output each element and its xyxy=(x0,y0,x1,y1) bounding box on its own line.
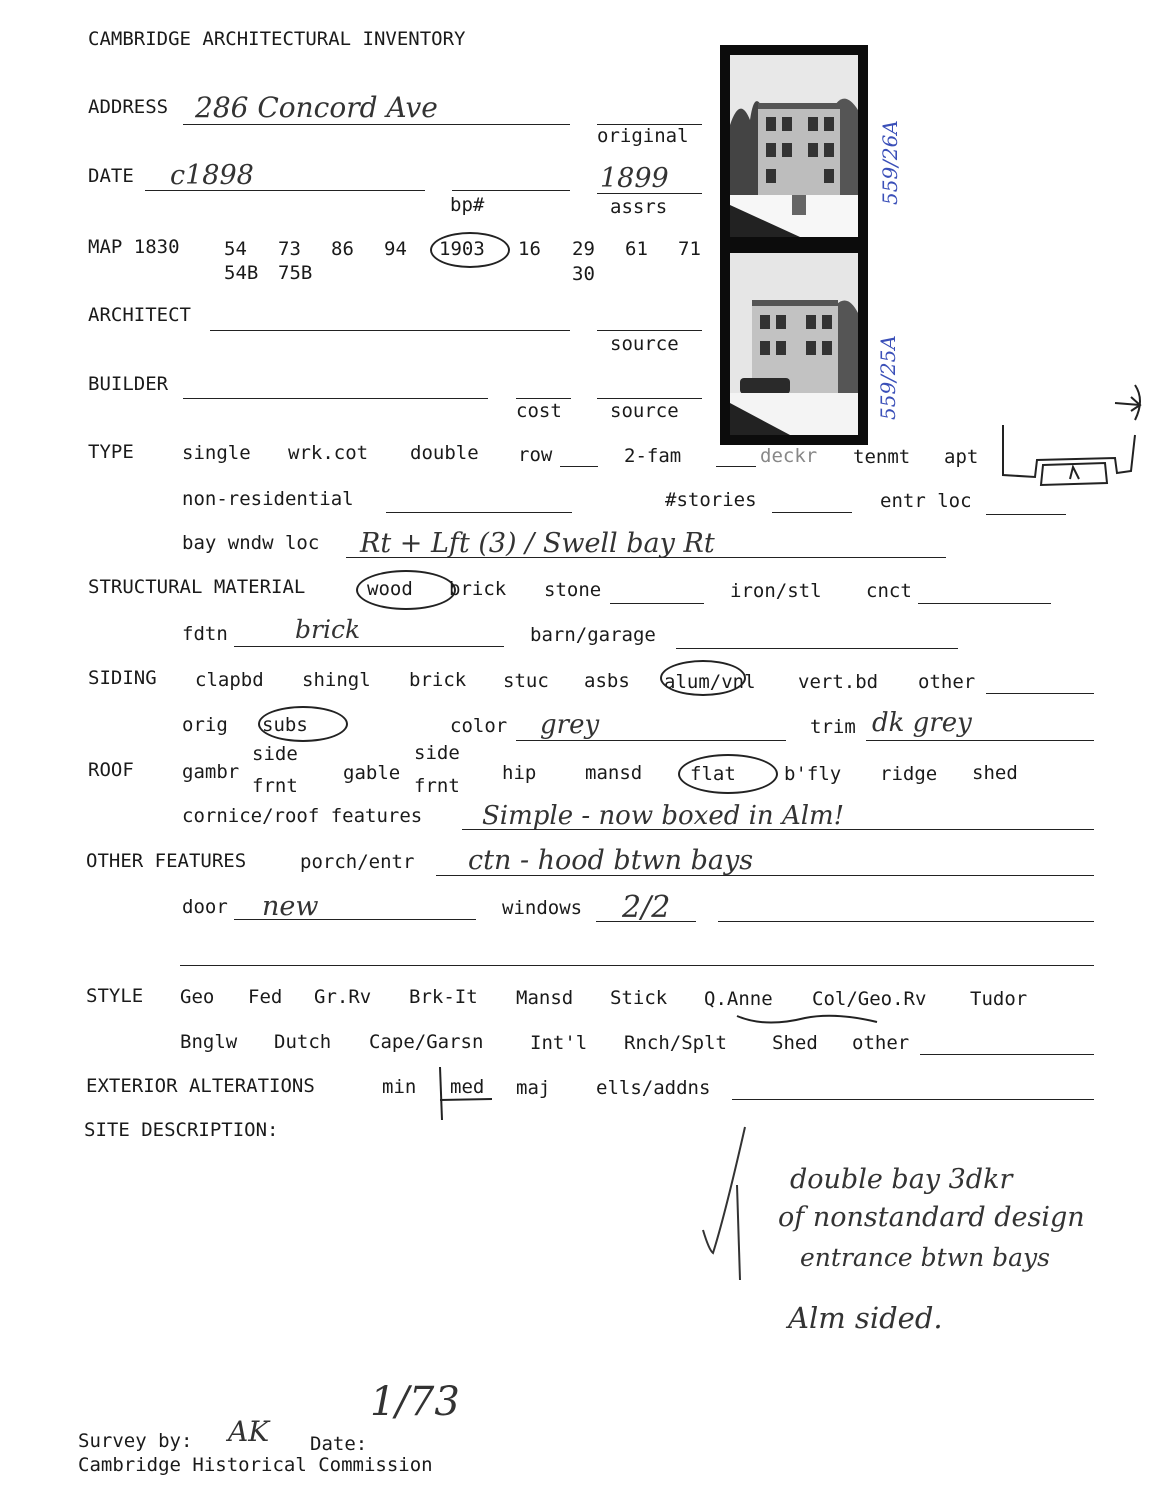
footer-date-value: 1/73 xyxy=(370,1379,460,1425)
original-label: original xyxy=(597,125,689,147)
siding-option: vert.bd xyxy=(798,671,879,693)
ells-label: ells/addns xyxy=(596,1077,711,1099)
subs-circle-mark xyxy=(258,706,348,742)
door-value: new xyxy=(262,891,319,922)
map-year: 71 xyxy=(678,238,701,260)
style-option-selected: Q.Anne xyxy=(704,988,773,1010)
roof-option: shed xyxy=(972,762,1018,784)
orig-value: subs xyxy=(262,714,308,736)
style-option: Geo xyxy=(180,986,215,1008)
site-note-line: double bay 3dkr xyxy=(790,1164,1013,1195)
windows-label: windows xyxy=(502,897,583,919)
style-option: Col/Geo.Rv xyxy=(812,988,927,1010)
map-year-circle-mark xyxy=(430,232,510,268)
bay-window-label: bay wndw loc xyxy=(182,532,320,554)
barn-garage-line xyxy=(676,648,958,649)
map-sub-year: 30 xyxy=(572,263,595,285)
builder-label: BUILDER xyxy=(88,373,169,395)
porch-value: ctn - hood btwn bays xyxy=(468,845,754,876)
alterations-option: min xyxy=(382,1076,417,1098)
builder-cost-line xyxy=(516,398,571,399)
barn-garage-label: barn/garage xyxy=(530,624,656,646)
roof-option: gambr xyxy=(182,761,240,783)
map-sub-year: 75B xyxy=(278,262,313,284)
style-option: Dutch xyxy=(274,1031,332,1053)
roof-option: frnt xyxy=(414,775,460,797)
commission-name: Cambridge Historical Commission xyxy=(78,1454,433,1476)
structural-option-selected: wood xyxy=(367,578,413,600)
cornice-value: Simple - now boxed in Alm! xyxy=(482,801,845,831)
assrs-line xyxy=(597,193,702,194)
siding-option: asbs xyxy=(584,670,630,692)
stories-line xyxy=(772,512,852,513)
site-check-mark xyxy=(695,1125,775,1295)
date-value: c1898 xyxy=(170,160,254,191)
style-option: Brk-It xyxy=(409,986,478,1008)
bay-plan-sketch xyxy=(995,375,1165,495)
photo-id-bottom: 559/25A xyxy=(876,335,900,420)
roof-option: side xyxy=(252,743,298,765)
survey-value: AK xyxy=(228,1415,270,1448)
type-option: double xyxy=(410,442,479,464)
entr-loc-label: entr loc xyxy=(880,490,972,512)
type-label: TYPE xyxy=(88,441,134,463)
assrs-label: assrs xyxy=(610,196,668,218)
photo-strip xyxy=(720,45,868,445)
type-option: row xyxy=(518,444,553,466)
date-line xyxy=(145,190,425,191)
stories-label: #stories xyxy=(665,489,757,511)
windows-line xyxy=(596,921,696,922)
site-note-line: entrance btwn bays xyxy=(800,1243,1050,1272)
siding-option: brick xyxy=(409,669,467,691)
architect-source-line xyxy=(597,330,702,331)
builder-cost-label: cost xyxy=(516,400,562,422)
roof-option: gable xyxy=(343,762,401,784)
siding-label: SIDING xyxy=(88,667,157,689)
style-option: Shed xyxy=(772,1032,818,1054)
structural-option: brick xyxy=(449,578,507,600)
style-option: other xyxy=(852,1032,910,1054)
architect-label: ARCHITECT xyxy=(88,304,191,326)
porch-line xyxy=(436,875,1094,876)
style-option: Tudor xyxy=(970,988,1028,1010)
map-year-circled: 1903 xyxy=(439,238,485,260)
roof-option: side xyxy=(414,742,460,764)
style-option: Bnglw xyxy=(180,1031,238,1053)
siding-other-line xyxy=(986,693,1094,694)
cnct-line xyxy=(918,603,1051,604)
footer-date-label: Date: xyxy=(310,1433,368,1455)
roof-option: frnt xyxy=(252,775,298,797)
style-other-line xyxy=(920,1054,1094,1055)
bp-line xyxy=(452,190,570,191)
roof-option: hip xyxy=(502,762,537,784)
bp-label: bp# xyxy=(450,194,485,216)
assrs-value: 1899 xyxy=(600,163,669,194)
map-year: 86 xyxy=(331,238,354,260)
cornice-line xyxy=(462,829,1094,830)
type-option: apt xyxy=(944,446,979,468)
ells-line xyxy=(732,1099,1094,1100)
style-option: Cape/Garsn xyxy=(369,1031,484,1053)
builder-source-line xyxy=(597,398,702,399)
site-label: SITE DESCRIPTION: xyxy=(84,1119,279,1141)
alterations-option-selected: med xyxy=(450,1076,485,1098)
alterations-option: maj xyxy=(516,1077,551,1099)
style-option: Stick xyxy=(610,987,668,1009)
wood-circle-mark xyxy=(356,570,456,610)
trim-line xyxy=(866,740,1094,741)
roof-option-selected: flat xyxy=(690,763,736,785)
original-line xyxy=(597,124,702,125)
roof-label: ROOF xyxy=(88,759,134,781)
structural-option: iron/stl xyxy=(730,580,822,602)
style-option: Mansd xyxy=(516,987,574,1009)
address-line xyxy=(183,124,570,125)
type-option: deckr xyxy=(760,445,818,467)
deckr-line xyxy=(716,466,756,467)
structural-option: stone xyxy=(544,579,602,601)
map-year: 29 xyxy=(572,238,595,260)
type-option: tenmt xyxy=(853,446,911,468)
orig-label: orig xyxy=(182,714,228,736)
siding-option: other xyxy=(918,671,976,693)
siding-option: stuc xyxy=(503,670,549,692)
style-option: Int'l xyxy=(530,1032,588,1054)
type-option: wrk.cot xyxy=(288,442,369,464)
site-note-line: of nonstandard design xyxy=(778,1202,1085,1233)
entr-loc-line xyxy=(986,514,1066,515)
type-option: 2-fam xyxy=(624,445,682,467)
address-label: ADDRESS xyxy=(88,96,169,118)
style-label: STYLE xyxy=(86,985,144,1007)
roof-option: ridge xyxy=(880,763,938,785)
roof-option: mansd xyxy=(585,762,643,784)
med-mark xyxy=(430,1065,500,1125)
map-year: 54 xyxy=(224,238,247,260)
builder-source-label: source xyxy=(610,400,679,422)
door-label: door xyxy=(182,896,228,918)
qanne-underline-mark xyxy=(735,1010,885,1030)
style-option: Rnch/Splt xyxy=(624,1032,727,1054)
map-sub-year: 54B xyxy=(224,262,259,284)
address-value: 286 Concord Ave xyxy=(195,91,438,124)
nonres-line xyxy=(386,512,572,513)
trim-label: trim xyxy=(810,716,856,738)
porch-label: porch/entr xyxy=(300,851,415,873)
alum-circle-mark xyxy=(660,660,746,696)
survey-label: Survey by: xyxy=(78,1430,193,1452)
features-extra-line xyxy=(180,965,1094,966)
cornice-label: cornice/roof features xyxy=(182,805,423,827)
color-label: color xyxy=(450,715,508,737)
building-photo-bottom xyxy=(730,253,858,435)
siding-option: shingl xyxy=(302,669,371,691)
bay-window-value: Rt + Lft (3) / Swell bay Rt xyxy=(360,528,715,559)
bay-window-line xyxy=(346,557,946,558)
architect-line xyxy=(210,330,570,331)
map-year: 94 xyxy=(384,238,407,260)
date-label: DATE xyxy=(88,165,134,187)
builder-line xyxy=(183,398,488,399)
site-note-line: Alm sided. xyxy=(788,1301,943,1335)
stone-line xyxy=(610,603,704,604)
structural-option: cnct xyxy=(866,580,912,602)
door-line xyxy=(234,919,476,920)
type-option: single xyxy=(182,442,251,464)
structural-label: STRUCTURAL MATERIAL xyxy=(88,576,306,598)
trim-value: dk grey xyxy=(872,708,972,738)
roof-option: b'fly xyxy=(784,763,842,785)
map-year: 16 xyxy=(518,238,541,260)
map-year: 73 xyxy=(278,238,301,260)
fdtn-label: fdtn xyxy=(182,623,228,645)
other-features-label: OTHER FEATURES xyxy=(86,850,247,872)
windows-value: 2/2 xyxy=(622,890,671,925)
fdtn-value: brick xyxy=(295,615,361,644)
style-option: Gr.Rv xyxy=(314,986,372,1008)
architect-source-label: source xyxy=(610,333,679,355)
siding-option-selected: alum/vnl xyxy=(664,671,756,693)
form-title: CAMBRIDGE ARCHITECTURAL INVENTORY xyxy=(88,28,466,50)
building-photo-top xyxy=(730,55,858,237)
color-value: grey xyxy=(540,710,600,740)
windows-extra-line xyxy=(718,921,1094,922)
alterations-label: EXTERIOR ALTERATIONS xyxy=(86,1075,315,1097)
photo-id-top: 559/26A xyxy=(878,120,902,205)
row-line xyxy=(560,466,598,467)
map-label: MAP 1830 xyxy=(88,236,180,258)
style-option: Fed xyxy=(248,986,283,1008)
flat-circle-mark xyxy=(678,754,778,794)
fdtn-line xyxy=(234,646,504,647)
map-year: 61 xyxy=(625,238,648,260)
siding-option: clapbd xyxy=(195,669,264,691)
color-line xyxy=(516,740,786,741)
nonres-label: non-residential xyxy=(182,488,354,510)
